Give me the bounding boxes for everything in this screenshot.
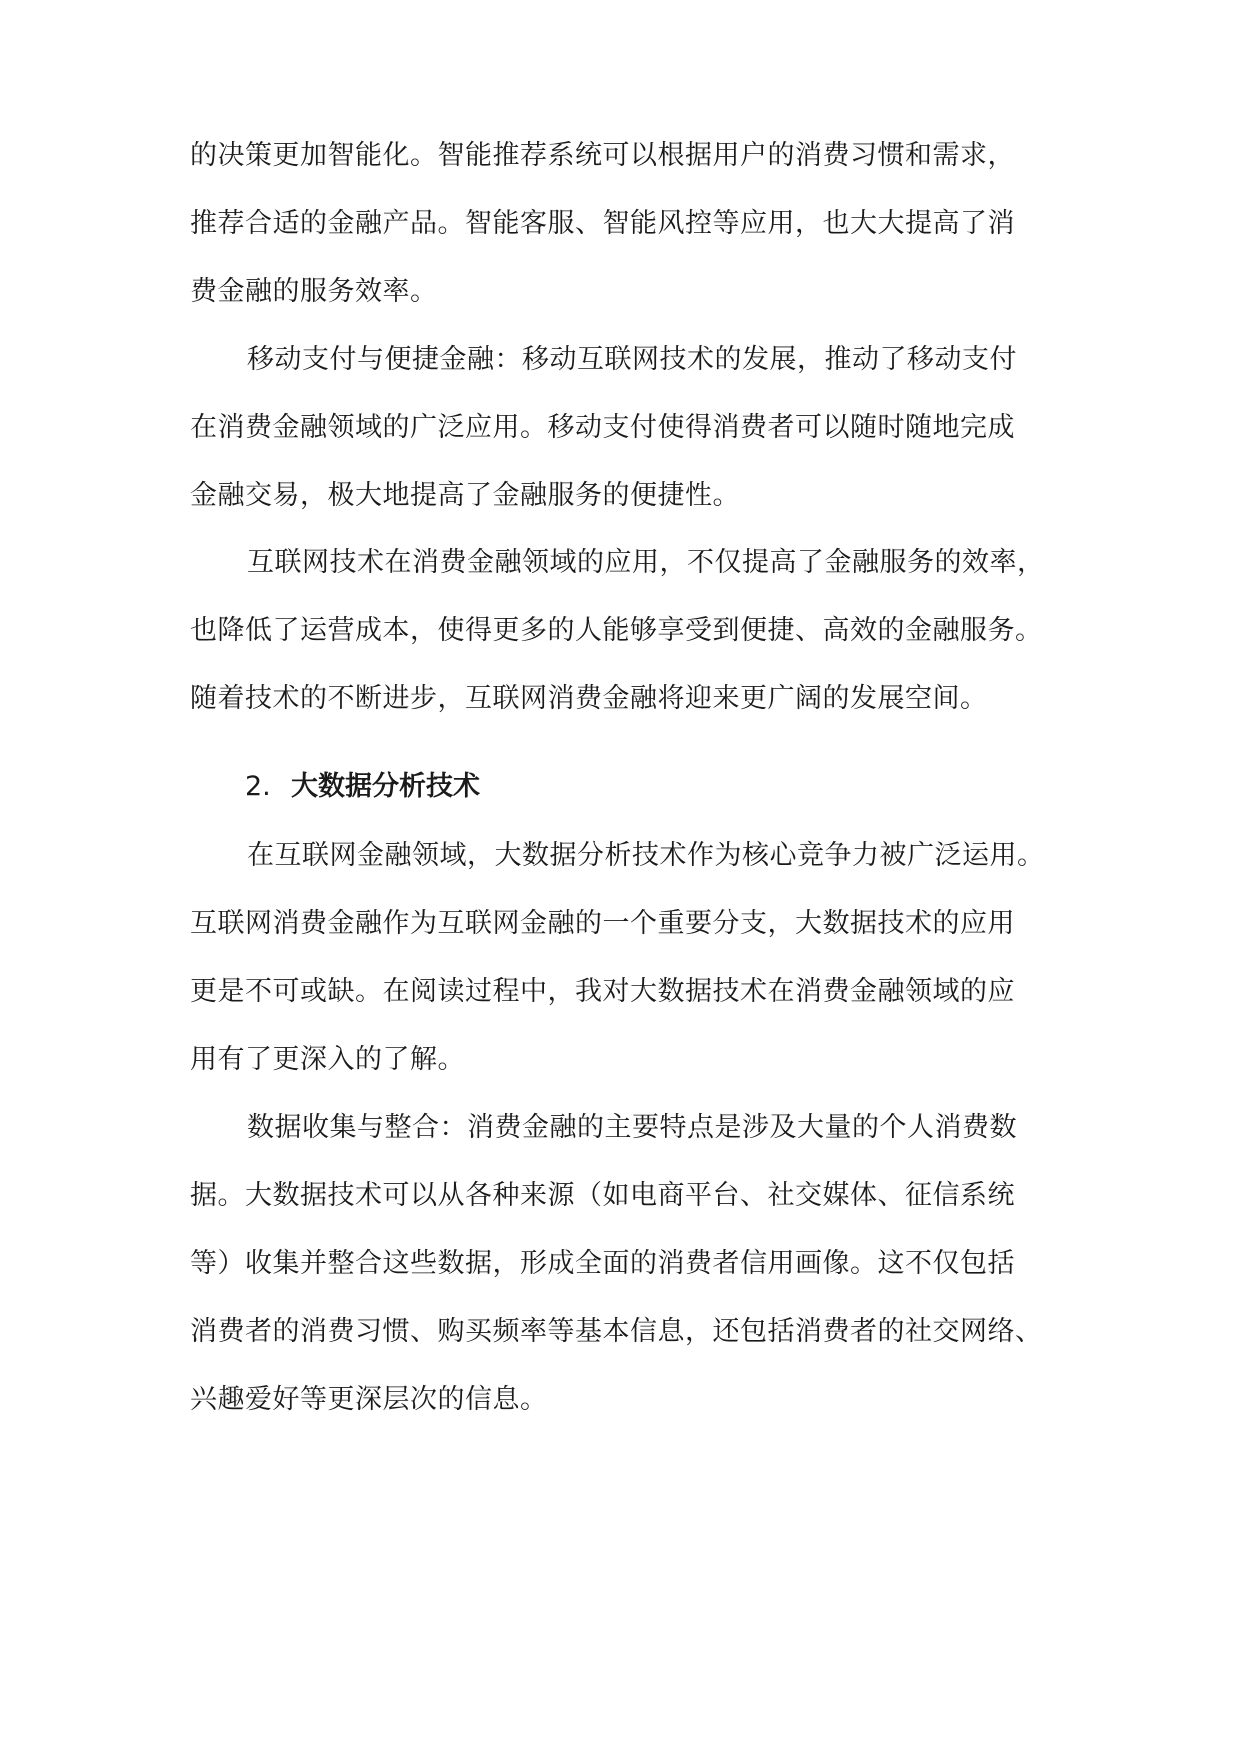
paragraph-line: 更是不可或缺。在阅读过程中，我对大数据技术在消费金融领域的应 <box>190 976 1015 1007</box>
paragraph-line: 金融交易，极大地提高了金融服务的便捷性。 <box>190 480 740 511</box>
paragraph-line: 推荐合适的金融产品。智能客服、智能风控等应用，也大大提高了消 <box>190 208 1015 239</box>
paragraph-line: 用有了更深入的了解。 <box>190 1044 465 1075</box>
paragraph-line: 消费者的消费习惯、购买频率等基本信息，还包括消费者的社交网络、 <box>190 1316 1043 1347</box>
paragraph-line: 费金融的服务效率。 <box>190 276 438 307</box>
paragraph-line: 据。大数据技术可以从各种来源（如电商平台、社交媒体、征信系统 <box>190 1180 1015 1211</box>
paragraph-line: 兴趣爱好等更深层次的信息。 <box>190 1384 548 1415</box>
section-heading <box>245 767 845 807</box>
paragraph-line: 互联网技术在消费金融领域的应用，不仅提高了金融服务的效率， <box>247 547 1045 578</box>
paragraph-line: 在互联网金融领域，大数据分析技术作为核心竞争力被广泛运用。 <box>247 840 1045 871</box>
paragraph-line: 互联网消费金融作为互联网金融的一个重要分支，大数据技术的应用 <box>190 908 1015 939</box>
paragraph-line: 数据收集与整合：消费金融的主要特点是涉及大量的个人消费数 <box>247 1112 1017 1143</box>
paragraph-line: 等）收集并整合这些数据，形成全面的消费者信用画像。这不仅包括 <box>190 1248 1015 1279</box>
paragraph-line: 移动支付与便捷金融：移动互联网技术的发展，推动了移动支付 <box>247 344 1017 375</box>
paragraph-line: 随着技术的不断进步，互联网消费金融将迎来更广阔的发展空间。 <box>190 683 988 714</box>
paragraph-line: 也降低了运营成本，使得更多的人能够享受到便捷、高效的金融服务。 <box>190 615 1043 646</box>
section-title: 大数据分析技术 <box>291 771 480 802</box>
section-number: 2. <box>245 771 271 802</box>
paragraph-line: 的决策更加智能化。智能推荐系统可以根据用户的消费习惯和需求， <box>190 140 1015 171</box>
paragraph-line: 在消费金融领域的广泛应用。移动支付使得消费者可以随时随地完成 <box>190 412 1015 443</box>
